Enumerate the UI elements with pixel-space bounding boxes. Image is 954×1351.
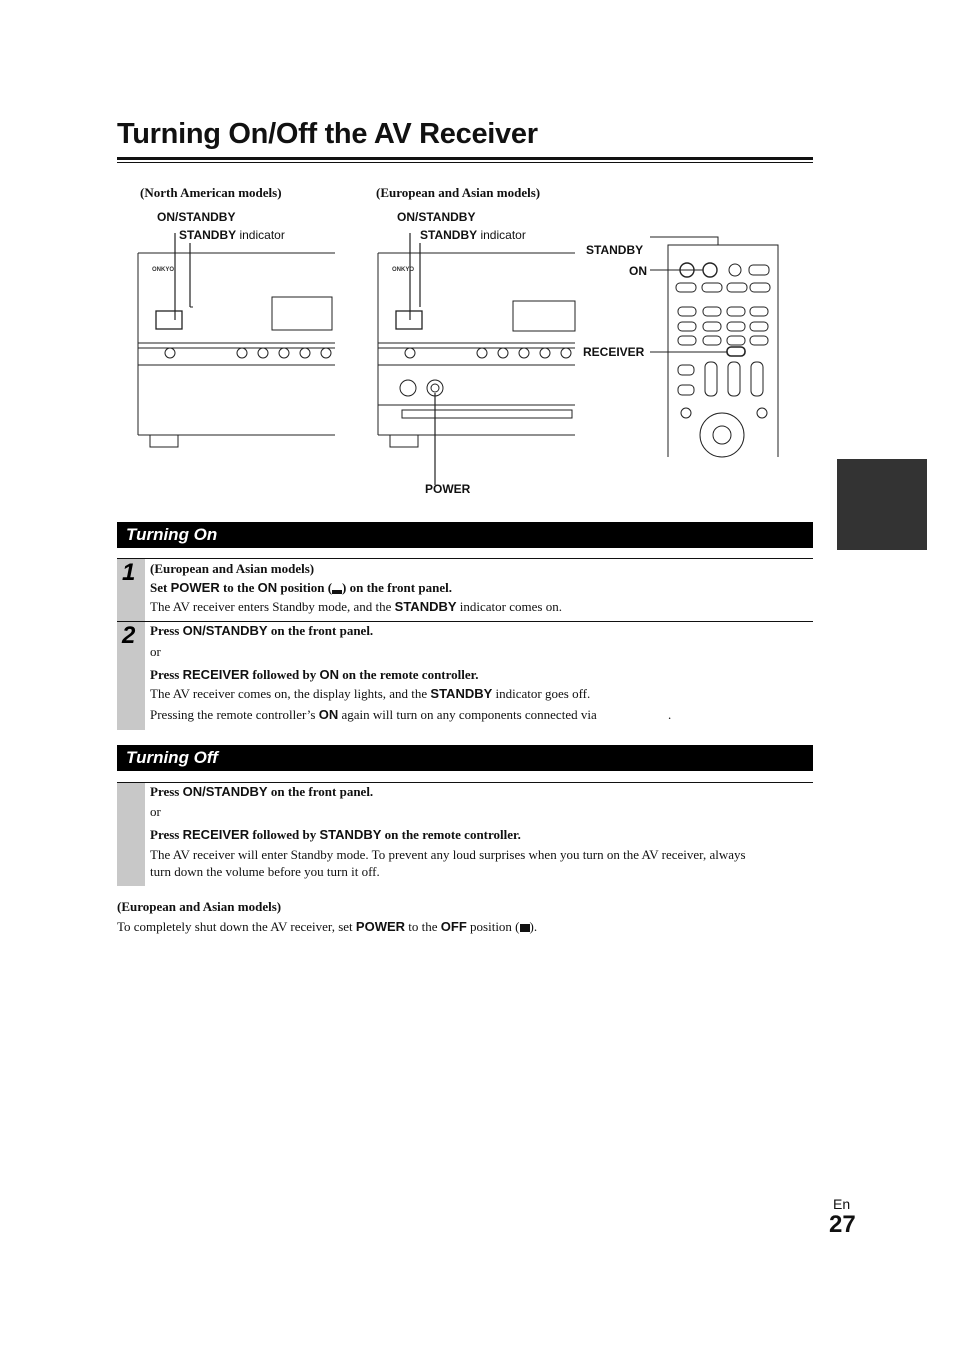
turn-off-line-1: Press ON/STANDBY on the front panel. (150, 784, 374, 799)
turn-off-line-4: turn down the volume before you turn it off. (150, 864, 380, 879)
caption-european: (European and Asian models) (376, 185, 541, 200)
step-1-number: 1 (122, 559, 136, 586)
label-remote-receiver: RECEIVER (583, 345, 645, 359)
label-on-standby-na: ON/STANDBY (157, 210, 236, 224)
step-2-line-2: Press RECEIVER followed by ON on the remote controller. (150, 667, 479, 682)
final-models: (European and Asian models) (117, 899, 282, 914)
step-2-line-1: Press ON/STANDBY on the front panel. (150, 623, 374, 638)
step-2-line-4: Pressing the remote controller’s ON again will turn on any components connected via (150, 707, 597, 722)
label-standby-indicator-eu: STANDBY indicator (420, 228, 526, 242)
label-power: POWER (425, 482, 471, 496)
receiver-figure (130, 225, 790, 485)
step-divider (117, 558, 813, 559)
page-title: Turning On/Off the AV Receiver (117, 118, 538, 150)
step-2-or: or (150, 644, 161, 659)
step-1-models: (European and Asian models) (150, 561, 315, 576)
step-1-description: The AV receiver enters Standby mode, and the STANDBY indicator comes on. (150, 599, 562, 614)
turn-off-line-2: Press RECEIVER followed by STANDBY on the remote controller. (150, 827, 521, 842)
turn-off-line-3: The AV receiver will enter Standby mode. To prevent any loud surprises when you turn on the AV receiver, always (150, 847, 746, 862)
brand-logo-eu: ONKYO (392, 267, 415, 273)
step-2-line-4-end: . (668, 707, 672, 722)
final-instruction: To completely shut down the AV receiver, set POWER to the OFF position ( ). (117, 919, 538, 934)
turn-off-or: or (150, 804, 161, 819)
na-receiver-illustration (138, 233, 335, 447)
label-on-standby-eu: ON/STANDBY (397, 210, 476, 224)
section-heading-turning-on: Turning On (117, 522, 813, 548)
step-1-instruction: Set POWER to the ON position ( ) on the front panel. (150, 580, 452, 595)
power-on-position-icon (332, 584, 342, 594)
label-remote-on: ON (629, 264, 647, 278)
step-2-number: 2 (122, 622, 136, 649)
turn-off-step-bar (117, 783, 145, 886)
chapter-tab (837, 459, 927, 550)
title-rule-thin (117, 162, 813, 163)
brand-logo-na: ONKYO (152, 267, 175, 273)
remote-illustration (650, 237, 778, 457)
title-rule (117, 157, 813, 160)
page-number: 27 (829, 1211, 856, 1238)
label-standby-indicator-na: STANDBY indicator (179, 228, 285, 242)
page-language: En (833, 1196, 851, 1212)
caption-north-american: (North American models) (140, 185, 282, 200)
power-off-position-icon (520, 924, 530, 932)
step-2-line-3: The AV receiver comes on, the display lights, and the STANDBY indicator goes off. (150, 686, 591, 701)
label-remote-standby: STANDBY (586, 243, 644, 257)
section-heading-turning-off: Turning Off (117, 745, 813, 771)
